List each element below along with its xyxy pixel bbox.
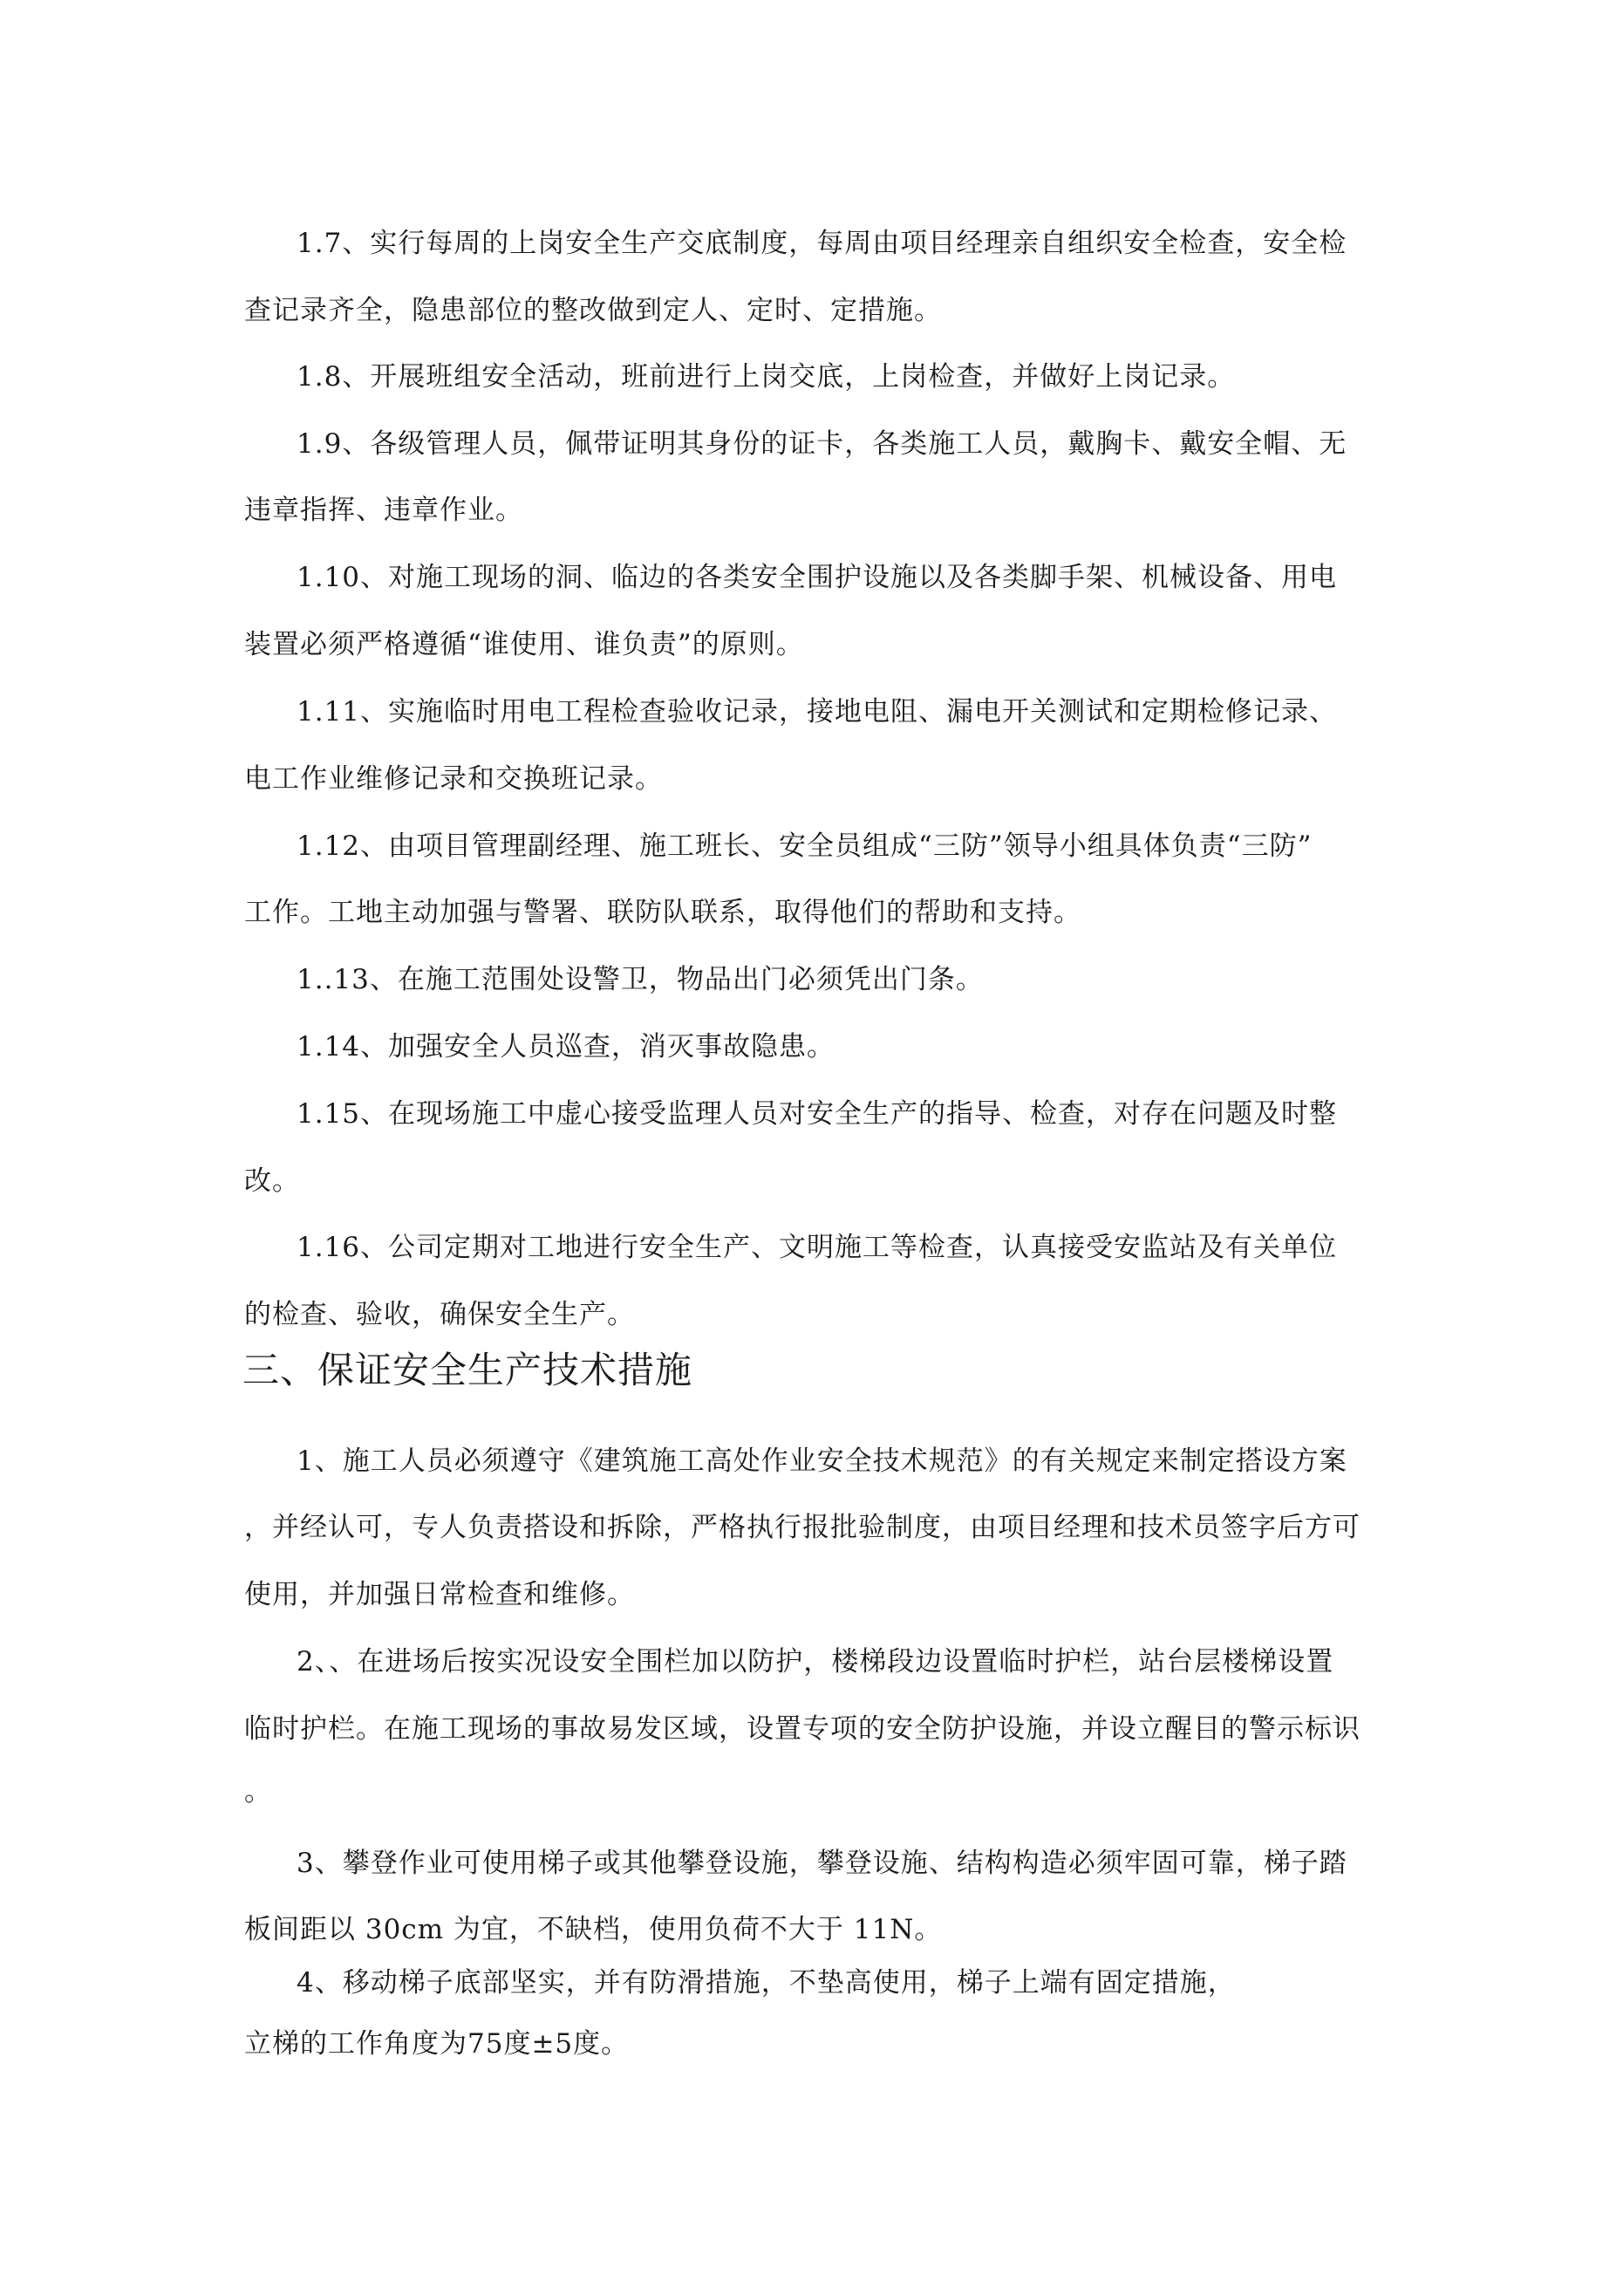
measure-2-line-3: 。 [244, 1776, 272, 1807]
section-heading: 三、保证安全生产技术措施 [242, 1349, 693, 1391]
paragraph-1-15-line-2: 改。 [244, 1165, 300, 1197]
paragraph-1-10-line-2: 装置必须严格遵循“谁使用、谁负责”的原则。 [244, 629, 804, 660]
paragraph-1-8-line-1: 1.8、开展班组安全活动，班前进行上岗交底，上岗检查，并做好上岗记录。 [297, 361, 1236, 393]
measure-1-line-3: 使用，并加强日常检查和维修。 [244, 1579, 635, 1610]
measure-3-line-2: 板间距以 30cm 为宜，不缺档，使用负荷不大于 11N。 [244, 1914, 943, 1945]
measure-1-line-1: 1、施工人员必须遵守《建筑施工高处作业安全技术规范》的有关规定来制定搭设方案 [297, 1445, 1347, 1477]
paragraph-1-12-line-1: 1.12、由项目管理副经理、施工班长、安全员组成“三防”领导小组具体负责“三防” [297, 830, 1313, 862]
paragraph-1-9-line-1: 1.9、各级管理人员，佩带证明其身份的证卡，各类施工人员，戴胸卡、戴安全帽、无 [297, 428, 1347, 460]
paragraph-1-16-line-1: 1.16、公司定期对工地进行安全生产、文明施工等检查，认真接受安监站及有关单位 [297, 1232, 1338, 1263]
measure-2-line-1: 2、、在进场后按实况设安全围栏加以防护，楼梯段边设置临时护栏，站台层楼梯设置 [297, 1646, 1334, 1678]
paragraph-1-9-line-2: 违章指挥、违章作业。 [244, 495, 523, 526]
paragraph-1-15-line-1: 1.15、在现场施工中虚心接受监理人员对安全生产的指导、检查，对存在问题及时整 [297, 1098, 1338, 1130]
paragraph-1-13-line-1: 1..13、在施工范围处设警卫，物品出门必须凭出门条。 [297, 964, 984, 995]
paragraph-1-11-line-2: 电工作业维修记录和交换班记录。 [244, 763, 663, 795]
paragraph-1-10-line-1: 1.10、对施工现场的洞、临边的各类安全围护设施以及各类脚手架、机械设备、用电 [297, 562, 1338, 593]
paragraph-1-7-line-2: 查记录齐全，隐患部位的整改做到定人、定时、定措施。 [244, 295, 942, 326]
measure-1-line-2: ，并经认可，专人负责搭设和拆除，严格执行报批验制度，由项目经理和技术员签字后方可 [244, 1512, 1360, 1543]
measure-4-line-2: 立梯的工作角度为75度±5度。 [244, 2028, 630, 2060]
measure-2-line-2: 临时护栏。在施工现场的事故易发区域，设置专项的安全防护设施，并设立醒目的警示标识 [244, 1713, 1360, 1745]
paragraph-1-14-line-1: 1.14、加强安全人员巡查，消灭事故隐患。 [297, 1031, 835, 1063]
paragraph-1-7-line-1: 1.7、实行每周的上岗安全生产交底制度，每周由项目经理亲自组织安全检查，安全检 [297, 228, 1347, 259]
paragraph-1-12-line-2: 工作。工地主动加强与警署、联防队联系，取得他们的帮助和支持。 [244, 897, 1081, 928]
paragraph-1-11-line-1: 1.11、实施临时用电工程检查验收记录，接地电阻、漏电开关测试和定期检修记录、 [297, 696, 1338, 728]
measure-4-line-1: 4、移动梯子底部坚实，并有防滑措施，不垫高使用，梯子上端有固定措施， [297, 1967, 1236, 1999]
measure-3-line-1: 3、攀登作业可使用梯子或其他攀登设施，攀登设施、结构构造必须牢固可靠，梯子踏 [297, 1848, 1347, 1879]
paragraph-1-16-line-2: 的检查、验收，确保安全生产。 [244, 1299, 635, 1330]
